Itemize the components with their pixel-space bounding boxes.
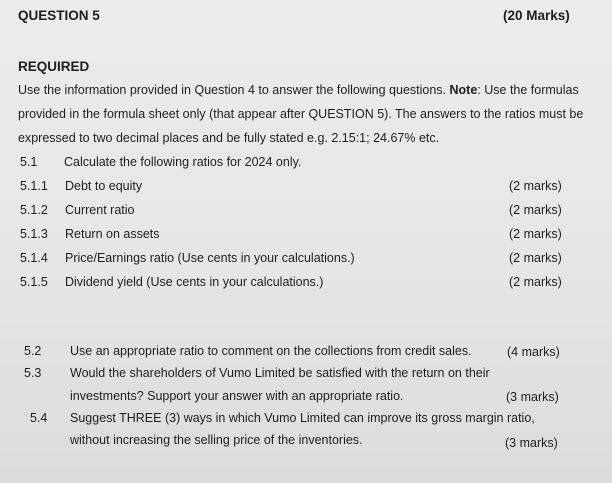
q53-line-1: Would the shareholders of Vumo Limited be satisfied with the return on their [70,366,490,380]
question-title: QUESTION 5 [18,8,100,23]
q51-text: Calculate the following ratios for 2024 only. [64,155,302,169]
q513-marks: (2 marks) [509,227,562,241]
q54-marks: (3 marks) [505,436,558,450]
q513-number: 5.1.3 [20,227,48,241]
q54-line-2: without increasing the selling price of the inventories. [70,433,363,447]
q53-marks: (3 marks) [506,390,559,404]
q512-marks: (2 marks) [509,203,562,217]
q52-marks: (4 marks) [507,345,560,359]
q52-text: Use an appropriate ratio to comment on the collections from credit sales. [70,344,472,358]
q511-marks: (2 marks) [509,179,562,193]
q54-number: 5.4 [30,411,48,425]
intro-line-2: provided in the formula sheet only (that appear after QUESTION 5). The answers to the ratios must be [18,107,584,121]
q515-number: 5.1.5 [20,275,48,289]
q511-text: Debt to equity [65,179,143,193]
q53-number: 5.3 [24,366,42,380]
q513-text: Return on assets [65,227,160,241]
required-heading: REQUIRED [18,59,90,74]
q515-text: Dividend yield (Use cents in your calculations.) [65,275,324,289]
note-label: Note [449,83,478,97]
q514-text: Price/Earnings ratio (Use cents in your calculations.) [65,251,355,265]
intro-line-3: expressed to two decimal places and be fully stated e.g. 2.15:1; 24.67% etc. [18,131,440,145]
q54-line-1: Suggest THREE (3) ways in which Vumo Limited can improve its gross margin ratio, [70,411,535,425]
total-marks: (20 Marks) [503,8,570,23]
intro-line-1-rest: : Use the formulas [477,83,579,97]
q514-number: 5.1.4 [20,251,48,265]
q512-text: Current ratio [65,203,135,217]
q514-marks: (2 marks) [509,251,562,265]
q52-number: 5.2 [24,344,42,358]
intro-line-1 [18,83,579,97]
q53-line-2: investments? Support your answer with an appropriate ratio. [70,389,404,403]
q512-number: 5.1.2 [20,203,48,217]
q51-number: 5.1 [20,155,38,169]
q515-marks: (2 marks) [509,275,562,289]
q511-number: 5.1.1 [20,179,48,193]
intro-line-1-text: Use the information provided in Question 4 to answer the following questions. [18,83,447,97]
